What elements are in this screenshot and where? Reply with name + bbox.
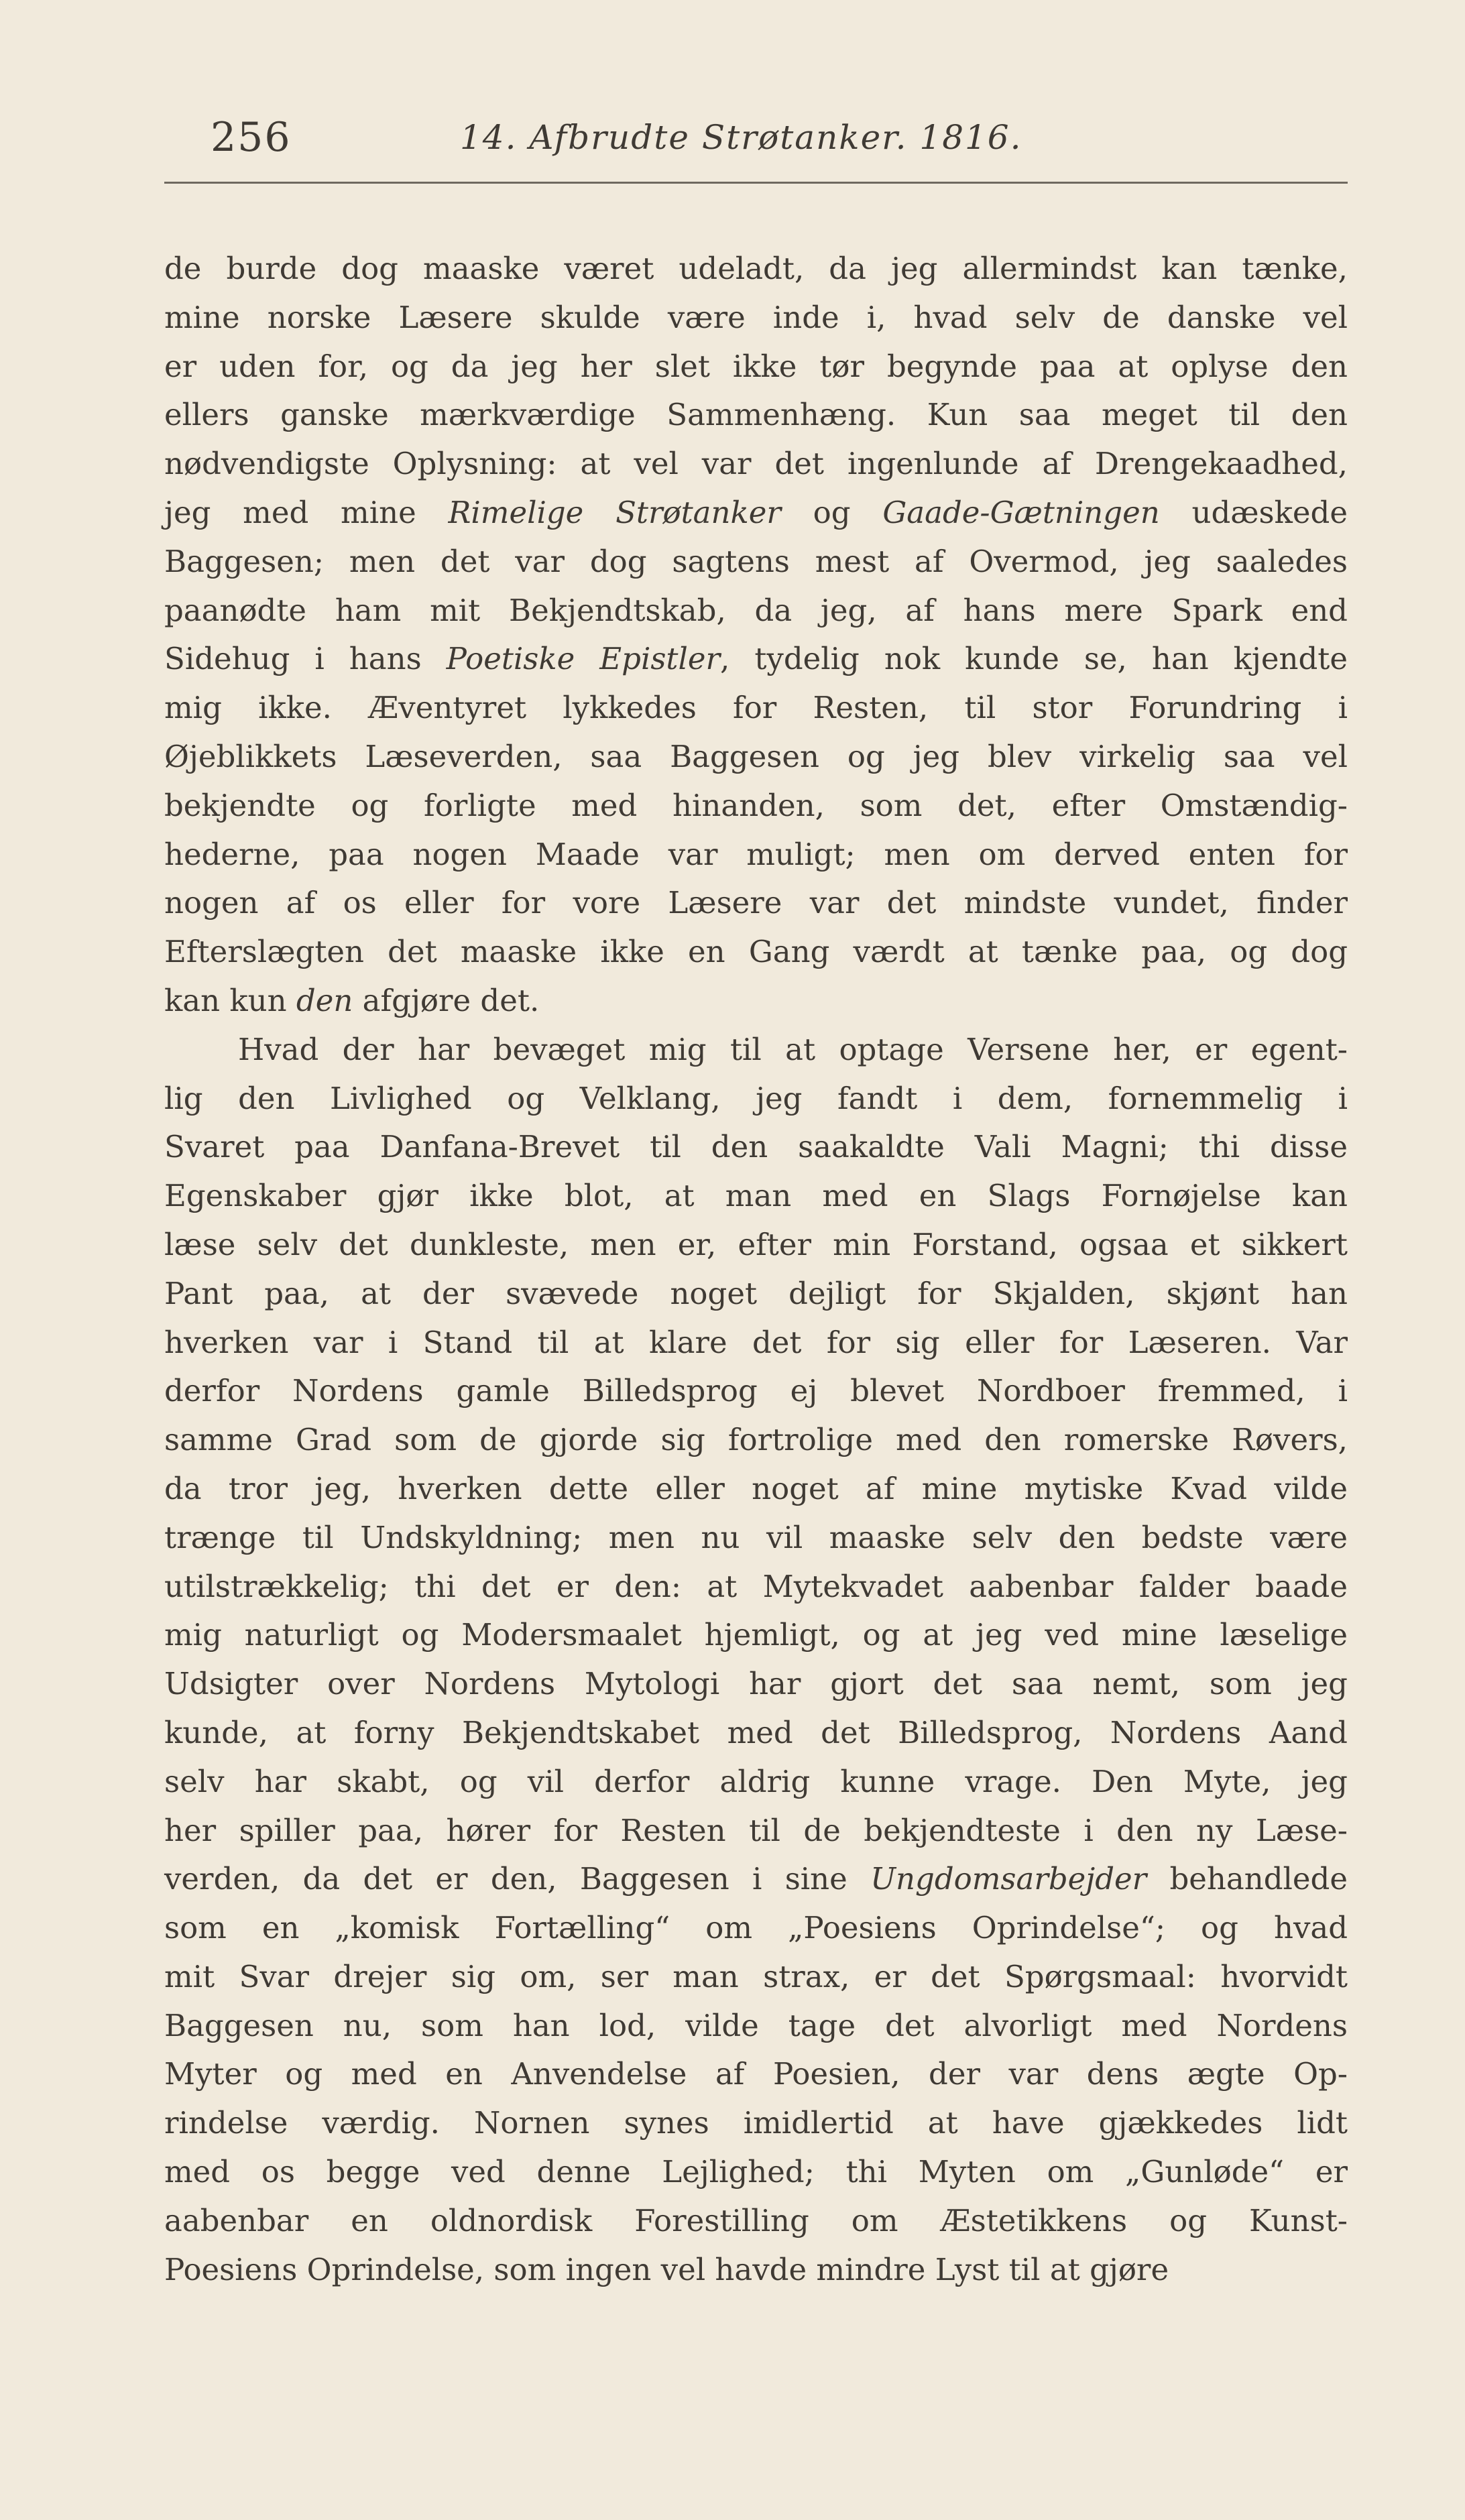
text-segment: aabenbar en oldnordisk Forestilling om Æstetikkens og Kunst-	[164, 2202, 1348, 2238]
text-line	[164, 538, 1348, 587]
running-head: 14. Afbrudte Strøtanker. 1816.	[460, 118, 1022, 157]
text-segment: nogen af os eller for vore Læsere var det mindste vundet, finder	[164, 885, 1348, 921]
text-line	[164, 1611, 1348, 1660]
text-line	[164, 1416, 1348, 1465]
text-segment: mig ikke. Æventyret lykkedes for Resten, til stor Forundring i	[164, 690, 1348, 726]
text-segment: som en „komisk Fortælling“ om „Poesiens Oprindelse“; og hvad	[164, 1910, 1348, 1946]
italic-title: Rimelige Strøtanker	[448, 494, 781, 530]
text-segment: paanødte ham mit Bekjendtskab, da jeg, af hans mere Spark end	[164, 592, 1348, 628]
text-segment: nødvendigste Oplysning: at vel var det ingenlunde af Drengekaadhed,	[164, 446, 1348, 482]
text-line	[164, 684, 1348, 733]
page-header	[211, 107, 1347, 168]
text-line	[164, 733, 1348, 782]
text-segment: behandlede	[1147, 1861, 1348, 1897]
text-segment: og	[780, 494, 883, 530]
italic-title: Poetiske Epistler	[446, 641, 721, 677]
text-segment: trænge til Undskyldning; men nu vil maaske selv den bedste være	[164, 1519, 1348, 1555]
text-segment: Poesiens Oprindelse, som ingen vel havde mindre Lyst til at gjøre	[164, 2251, 1169, 2287]
text-line	[164, 440, 1348, 489]
text-segment: Pant paa, at der svævede noget dejligt for Skjalden, skjønt han	[164, 1275, 1348, 1311]
page-number: 256	[211, 114, 292, 161]
text-line	[164, 782, 1348, 831]
text-line	[164, 2050, 1348, 2099]
text-segment: lig den Livlighed og Velklang, jeg fandt i dem, fornemmelig i	[164, 1080, 1348, 1116]
text-segment: utilstrækkelig; thi det er den: at Mytekvadet aabenbar falder baade	[164, 1568, 1348, 1604]
text-line	[164, 831, 1348, 880]
text-line	[164, 1953, 1348, 2002]
text-line	[164, 1514, 1348, 1563]
text-line	[164, 294, 1348, 343]
text-segment: Myter og med en Anvendelse af Poesien, der var dens ægte Op-	[164, 2056, 1348, 2092]
text-line	[164, 1563, 1348, 1612]
text-line	[164, 1660, 1348, 1709]
text-segment: Baggesen nu, som han lod, vilde tage det alvorligt med Nordens	[164, 2007, 1348, 2043]
text-segment: Hvad der har bevæget mig til at optage Versene her, er egent-	[238, 1031, 1348, 1067]
text-line	[164, 1172, 1348, 1221]
text-segment: med os begge ved denne Lejlighed; thi Myten om „Gunløde“ er	[164, 2154, 1348, 2190]
text-segment: de burde dog maaske været udeladt, da jeg allermindst kan tænke,	[164, 251, 1348, 286]
text-segment: Udsigter over Nordens Mytologi har gjort det saa nemt, som jeg	[164, 1666, 1348, 1702]
text-segment: kunde, at forny Bekjendtskabet med det Billedsprog, Nordens Aand	[164, 1714, 1348, 1750]
text-segment: er uden for, og da jeg her slet ikke tør begynde paa at oplyse den	[164, 348, 1348, 384]
body-text	[164, 245, 1348, 2294]
text-line	[164, 1807, 1348, 1856]
text-segment: rindelse værdig. Nornen synes imidlertid at have gjækkedes lidt	[164, 2105, 1348, 2141]
text-line	[164, 2148, 1348, 2197]
text-segment: , tydelig nok kunde se, han kjendte	[720, 641, 1348, 677]
text-line	[164, 1221, 1348, 1270]
text-segment: selv har skabt, og vil derfor aldrig kunne vrage. Den Myte, jeg	[164, 1763, 1348, 1799]
text-segment: bekjendte og forligte med hinanden, som det, efter Omstændig-	[164, 787, 1348, 823]
text-line	[164, 1758, 1348, 1807]
text-line	[164, 1270, 1348, 1319]
text-line	[164, 879, 1348, 928]
header-rule	[164, 182, 1348, 184]
text-line	[164, 1026, 1348, 1075]
text-line	[164, 1855, 1348, 1904]
text-segment: Egenskaber gjør ikke blot, at man med en Slags Fornøjelse kan	[164, 1178, 1348, 1214]
text-line	[164, 1075, 1348, 1124]
italic-title: den	[296, 982, 353, 1018]
text-line	[164, 1465, 1348, 1514]
text-line	[164, 2099, 1348, 2148]
text-segment: Baggesen; men det var dog sagtens mest af Overmod, jeg saaledes	[164, 543, 1348, 579]
text-line	[164, 2246, 1348, 2295]
text-segment: her spiller paa, hører for Resten til de bekjendteste i den ny Læse-	[164, 1812, 1348, 1848]
text-segment: mine norske Læsere skulde være inde i, hvad selv de danske vel	[164, 299, 1348, 335]
text-line	[164, 928, 1348, 977]
italic-title: Ungdomsarbejder	[870, 1861, 1147, 1897]
text-segment: ellers ganske mærkværdige Sammenhæng. Kun saa meget til den	[164, 397, 1348, 433]
text-line	[164, 2197, 1348, 2246]
text-segment: derfor Nordens gamle Billedsprog ej blevet Nordboer fremmed, i	[164, 1373, 1348, 1409]
text-line	[164, 391, 1348, 440]
text-line	[164, 1367, 1348, 1416]
text-segment: Efterslægten det maaske ikke en Gang værdt at tænke paa, og dog	[164, 934, 1348, 970]
text-segment: hederne, paa nogen Maade var muligt; men om derved enten for	[164, 836, 1348, 872]
text-segment: verden, da det er den, Baggesen i sine	[164, 1861, 871, 1897]
text-segment: udæskede	[1159, 494, 1348, 530]
text-segment: da tror jeg, hverken dette eller noget af mine mytiske Kvad vilde	[164, 1470, 1348, 1506]
text-segment: læse selv det dunkleste, men er, efter min Forstand, ogsaa et sikkert	[164, 1226, 1348, 1262]
text-segment: mit Svar drejer sig om, ser man strax, er det Spørgsmaal: hvorvidt	[164, 1958, 1348, 1994]
text-segment: hverken var i Stand til at klare det for sig eller for Læseren. Var	[164, 1324, 1348, 1360]
text-line	[164, 977, 1348, 1026]
text-segment: jeg med mine	[164, 494, 449, 530]
text-line	[164, 1709, 1348, 1758]
text-segment: Sidehug i hans	[164, 641, 447, 677]
text-segment: Svaret paa Danfana-Brevet til den saakaldte Vali Magni; thi disse	[164, 1129, 1348, 1165]
text-segment: samme Grad som de gjorde sig fortrolige med den romerske Røvers,	[164, 1422, 1348, 1458]
text-segment: mig naturligt og Modersmaalet hjemligt, og at jeg ved mine læselige	[164, 1617, 1348, 1653]
text-line	[164, 2002, 1348, 2051]
text-line	[164, 587, 1348, 636]
text-segment: afgjøre det.	[353, 982, 540, 1018]
text-line	[164, 245, 1348, 294]
text-line	[164, 343, 1348, 392]
text-line	[164, 1904, 1348, 1953]
italic-title: Gaade-Gætningen	[882, 494, 1160, 530]
text-line	[164, 635, 1348, 684]
text-line	[164, 1123, 1348, 1172]
text-segment: kan kun	[164, 982, 296, 1018]
text-line	[164, 1319, 1348, 1368]
text-line	[164, 489, 1348, 538]
text-segment: Øjeblikkets Læseverden, saa Baggesen og jeg blev virkelig saa vel	[164, 738, 1348, 774]
